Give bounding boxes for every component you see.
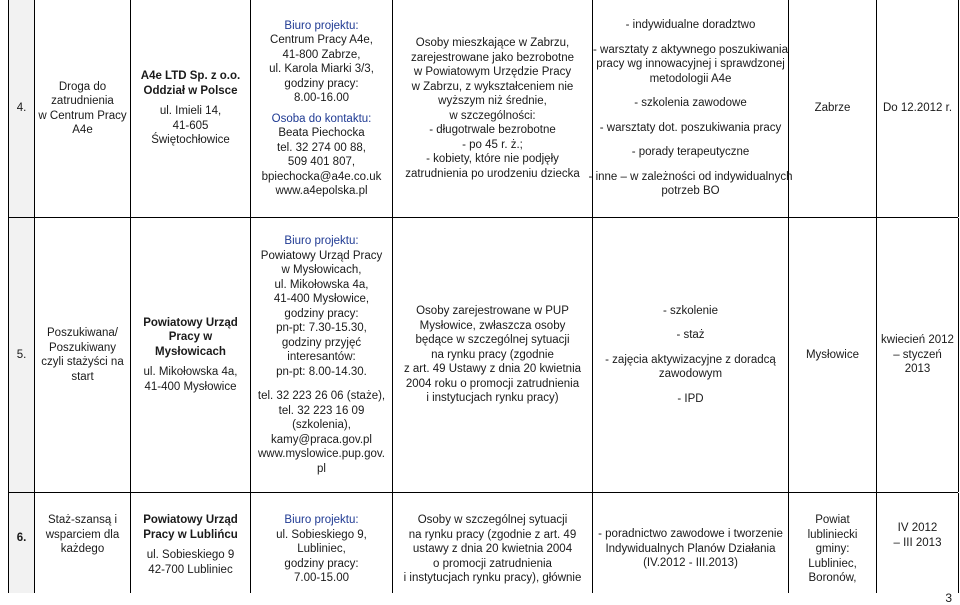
office-line: Centrum Pracy A4e, — [270, 34, 373, 46]
row-number-cell — [9, 493, 35, 593]
project-name-line: każdego — [60, 543, 105, 555]
support-line: metodologii A4e — [649, 72, 732, 85]
period-line: IV 2012 — [897, 522, 938, 534]
row-number: 6. — [16, 532, 27, 544]
organization-address: ul. Imieli 14, — [159, 105, 222, 118]
target-group-cell — [393, 493, 593, 593]
support-line: - staż — [676, 329, 705, 342]
support-line: - indywidualne doradztwo — [625, 19, 756, 32]
office-line: w Mysłowicach, — [281, 264, 362, 276]
target-line: na rynku pracy (zgodnie — [431, 348, 554, 361]
project-name-line: Droga do — [58, 80, 107, 93]
support-line: - porady terapeutyczne — [631, 146, 750, 159]
place-cell — [789, 0, 877, 217]
organization-address: Świętochłowice — [151, 134, 230, 147]
place-line: Lubliniec, — [808, 557, 857, 570]
project-name-line: Poszukiwany — [48, 341, 117, 354]
office-line: 41-800 Zabrze, — [282, 48, 361, 61]
place-line: gminy: — [815, 543, 850, 555]
place-line: Mysłowice — [805, 348, 860, 361]
period-cell — [877, 0, 959, 217]
organization-name: Pracy w Lublińcu — [143, 528, 238, 541]
project-name-line: start — [71, 370, 94, 383]
organization-name: Pracy w — [168, 331, 213, 344]
place-line: Zabrze — [814, 102, 851, 115]
organization-address: 41-605 — [172, 119, 209, 132]
target-line: zarejestrowane jako bezrobotne — [410, 51, 575, 64]
organization-name: Powiatowy Urząd — [143, 316, 238, 329]
project-name-cell — [35, 0, 131, 217]
target-line: o promocji zatrudnienia — [433, 557, 552, 570]
office-line: 41-400 Mysłowice, — [273, 293, 370, 305]
contact-phone: tel. 32 223 16 09 — [278, 404, 365, 417]
period-cell — [877, 218, 959, 492]
target-line: - kobiety, które nie podjęły — [426, 153, 559, 165]
office-line: godziny pracy: — [284, 557, 359, 570]
target-line: na rynku pracy (zgodnie z art. 49 — [408, 528, 577, 541]
project-name-cell — [35, 218, 131, 492]
office-line: interesantów: — [287, 351, 356, 363]
period-line: 2013 — [904, 363, 931, 376]
support-line: - szkolenie — [663, 304, 718, 317]
office-line: ul. Karola Miarki 3/3, — [269, 63, 374, 75]
project-office-cell — [251, 218, 393, 492]
office-line: 7.00-15.00 — [294, 572, 349, 584]
organization-cell — [131, 218, 251, 492]
office-line: pn-pt: 7.30-15.30, — [276, 322, 367, 334]
organization-cell — [131, 0, 251, 217]
target-line: - po 45 r. ż.; — [462, 138, 523, 151]
support-line: pracy wg innowacyjnej i sprawdzonej — [596, 58, 785, 71]
row-number: 4. — [16, 102, 27, 115]
place-line: Powiat — [815, 514, 850, 526]
support-forms-cell — [588, 0, 793, 217]
period-line: kwiecień 2012 — [881, 334, 954, 347]
target-group-cell — [393, 218, 593, 492]
support-line: - poradnictwo zawodowe i tworzenie — [598, 528, 783, 540]
target-line: w Zabrzu, z wykształceniem nie — [411, 80, 574, 93]
office-line: ul. Mikołowska 4a, — [274, 278, 369, 291]
project-name-cell — [35, 493, 131, 593]
target-line: i instytucjach rynku pracy) — [426, 392, 559, 405]
office-line: Lubliniec, — [297, 543, 346, 555]
target-line: będące w szczególnej sytuacji — [415, 334, 570, 347]
support-line: potrzeb BO — [661, 185, 720, 198]
office-line: Powiatowy Urząd Pracy — [260, 249, 383, 262]
contact-website: www.a4epolska.pl — [275, 185, 368, 197]
target-line: 2004 roku o promocji zatrudnienia — [405, 377, 580, 390]
organization-address: 42-700 Lubliniec — [148, 563, 233, 576]
support-line: - zajęcia aktywizacyjne z doradcą — [605, 353, 776, 366]
row-number-cell — [9, 218, 35, 492]
organization-name: Powiatowy Urząd — [143, 514, 238, 526]
period-line: – styczeń — [893, 348, 942, 361]
support-line: - IPD — [677, 392, 704, 405]
project-office-cell — [251, 493, 393, 593]
contact-website: pl — [317, 462, 326, 475]
support-line: zawodowym — [658, 368, 723, 381]
place-line: Boronów, — [808, 572, 857, 584]
target-line: Osoby w szczególnej sytuacji — [417, 514, 568, 526]
period-cell — [877, 493, 959, 593]
target-line: zatrudnienia po urodzeniu dziecka — [405, 167, 580, 180]
contact-phone: tel. 32 274 00 88, — [277, 141, 366, 154]
office-line: pn-pt: 8.00-14.30. — [276, 365, 367, 378]
place-line: lubliniecki — [807, 528, 858, 541]
project-name-line: w Centrum Pracy — [38, 109, 127, 122]
target-line: w szczególności: — [449, 109, 536, 122]
target-group-cell — [393, 0, 593, 217]
table-row-4 — [8, 0, 958, 218]
contact-website: www.myslowice.pup.gov. — [258, 448, 385, 460]
contact-line: (szkolenia), — [292, 419, 351, 431]
project-name-line: czyli stażyści na — [41, 356, 124, 368]
project-name-line: A4e — [72, 124, 93, 136]
support-line: Indywidualnych Planów Działania — [605, 542, 776, 555]
support-forms-cell — [593, 493, 789, 593]
place-cell — [789, 218, 877, 492]
organization-name: Mysłowicach — [155, 345, 226, 358]
target-line: i instytucjach rynku pracy), głównie — [403, 572, 582, 584]
contact-email: kamy@praca.gov.pl — [271, 433, 372, 446]
organization-cell — [131, 493, 251, 593]
office-line: godziny przyjęć — [281, 336, 362, 349]
target-line: wyższym niż średnie, — [438, 95, 547, 107]
support-forms-cell — [593, 218, 789, 492]
project-name-line: Staż-szansą i — [47, 514, 118, 526]
office-label: Biuro projektu: — [284, 235, 359, 247]
target-line: - długotrwale bezrobotne — [429, 124, 556, 136]
period-line: Do 12.2012 r. — [882, 102, 953, 115]
target-line: Osoby zarejestrowane w PUP — [416, 305, 569, 318]
project-name-line: Poszukiwana/ — [47, 327, 118, 339]
support-line: - szkolenia zawodowe — [634, 97, 747, 110]
office-label: Biuro projektu: — [284, 514, 359, 526]
contact-phone: 509 401 807, — [287, 156, 356, 168]
project-office-cell — [251, 0, 393, 217]
target-line: z art. 49 Ustawy z dnia 20 kwietnia — [403, 363, 582, 376]
support-line: (IV.2012 - III.2013) — [643, 557, 738, 569]
period-line: – III 2013 — [893, 536, 942, 549]
organization-name: Oddział w Polsce — [143, 84, 238, 97]
contact-label: Osoba do kontaktu: — [271, 112, 372, 125]
organization-address: ul. Sobieskiego 9 — [146, 549, 235, 561]
target-line: Mysłowice, zwłaszcza osoby — [419, 319, 566, 332]
office-line: godziny pracy: — [284, 307, 359, 320]
place-cell — [789, 493, 877, 593]
office-line: ul. Sobieskiego 9, — [276, 528, 367, 541]
organization-address: 41-400 Mysłowice — [144, 380, 237, 393]
organization-address: ul. Mikołowska 4a, — [143, 366, 238, 379]
support-line: - warsztaty dot. poszukiwania pracy — [599, 121, 782, 134]
target-line: w Powiatowym Urzędzie Pracy — [413, 66, 572, 78]
office-line: 8.00-16.00 — [294, 92, 349, 104]
row-number: 5. — [16, 348, 27, 361]
page-number: 3 — [945, 591, 952, 605]
office-line: godziny pracy: — [284, 77, 359, 90]
project-name-line: zatrudnienia — [51, 95, 114, 107]
office-label: Biuro projektu: — [284, 19, 359, 32]
organization-name: A4e LTD Sp. z o.o. — [140, 70, 241, 83]
target-line: ustawy z dnia 20 kwietnia 2004 — [412, 543, 573, 555]
table-row-5 — [8, 218, 958, 493]
contact-line: Beata Piechocka — [278, 127, 365, 139]
table-row-6 — [8, 493, 958, 593]
support-line: - warsztaty z aktywnego poszukiwania — [593, 43, 788, 56]
target-line: Osoby mieszkające w Zabrzu, — [415, 37, 570, 49]
project-name-line: wsparciem dla — [45, 528, 120, 541]
contact-email: bpiechocka@a4e.co.uk — [261, 170, 382, 183]
contact-phone: tel. 32 223 26 06 (staże), — [257, 390, 386, 402]
row-number-cell — [9, 0, 35, 217]
support-line: - inne – w zależności od indywidualnych — [588, 170, 793, 183]
